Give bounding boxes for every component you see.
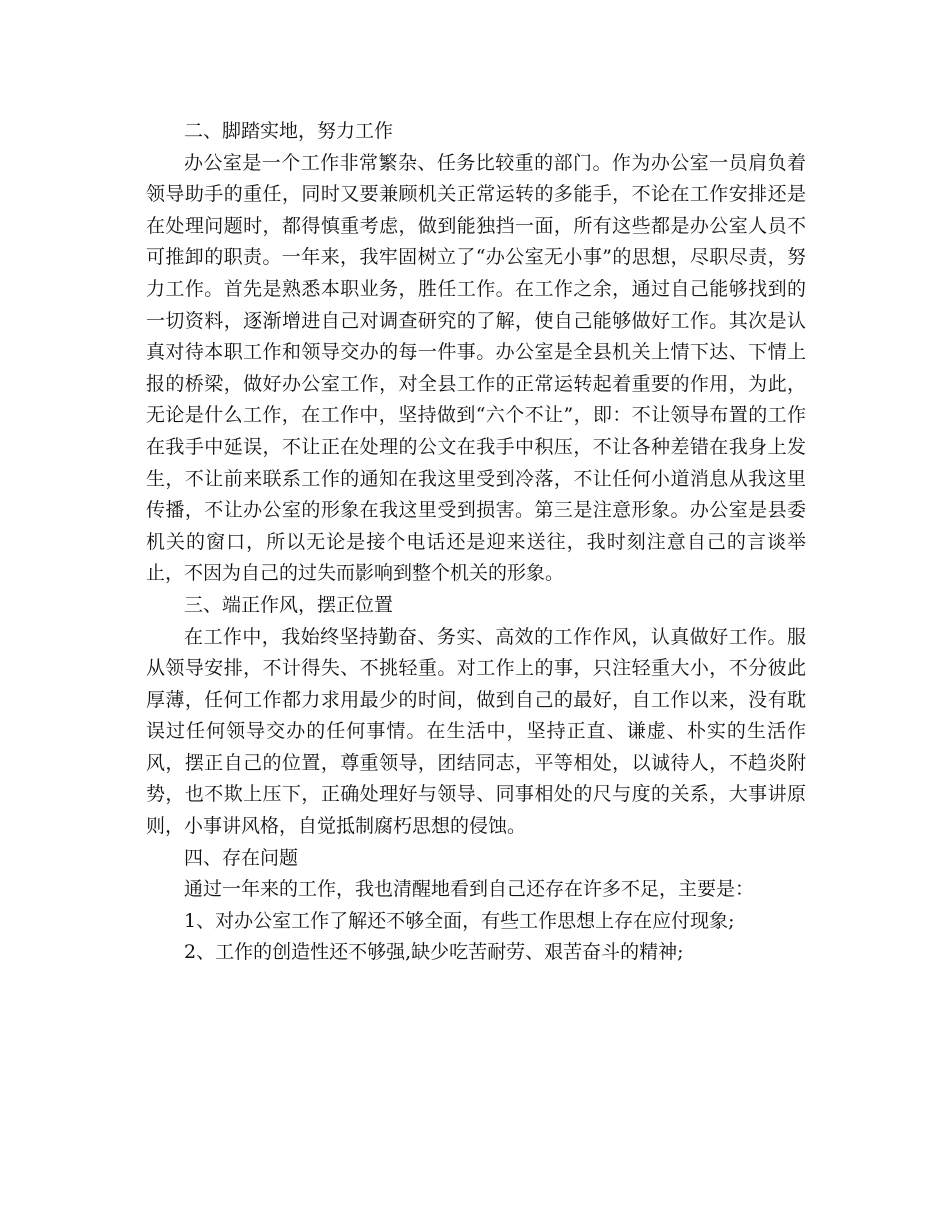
paragraph-work-duties: 办公室是一个工作非常繁杂、任务比较重的部门。作为办公室一员肩负着领导助手的重任，同时又要兼顾机关正常运转的多能手，不论在工作安排还是在处理问题时，都得慎重考虑，做到能独挡一面，所有这些都是办公室人员不可推卸的职责。一年来，我牢固树立了“办公室无小事”的思想，尽职尽责，努力工作。首先是熟悉本职业务，胜任工作。在工作之余，通过自己能够找到的一切资料，逐渐增进自己对调查研究的了解，使自己能够做好工作。其次是认真对待本职工作和领导交办的每一件事。办公室是全县机关上情下达、下情上报的桥梁，做好办公室工作，对全县工作的正常运转起着重要的作用，为此，无论是什么工作，在工作中，坚持做到“六个不让”，即：不让领导布置的工作在我手中延误，不让正在处理的公文在我手中积压，不让各种差错在我身上发生，不让前来联系工作的通知在我这里受到冷落，不让任何小道消息从我这里传播，不让办公室的形象在我这里受到损害。第三是注意形象。办公室是县委机关的窗口，所以无论是接个电话还是迎来送往，我时刻注意自己的言谈举止，不因为自己的过失而影响到整个机关的形象。: [146, 151, 806, 585]
list-item-problem-1: 1、对办公室工作了解还不够全面，有些工作思想上存在应付现象;: [184, 909, 735, 932]
section-heading-3: 三、端正作风，摆正位置: [184, 593, 394, 616]
paragraph-work-style: 在工作中，我始终坚持勤奋、务实、高效的工作作风，认真做好工作。服从领导安排，不计得失、不挑轻重。对工作上的事，只注轻重大小，不分彼此厚薄，任何工作都力求用最少的时间，做到自己的最好，自工作以来，没有耽误过任何领导交办的任何事情。在生活中，坚持正直、谦虚、朴实的生活作风，摆正自己的位置，尊重领导，团结同志，平等相处，以诚待人，不趋炎附势，也不欺上压下，正确处理好与领导、同事相处的尺与度的关系，大事讲原则，小事讲风格，自觉抵制腐朽思想的侵蚀。: [146, 625, 806, 838]
document-body: [146, 116, 806, 969]
section-heading-4: 四、存在问题: [184, 846, 299, 869]
list-item-problem-2: 2、工作的创造性还不够强,缺少吃苦耐劳、艰苦奋斗的精神;: [184, 941, 684, 964]
section-heading-2: 二、脚踏实地，努力工作: [184, 120, 394, 142]
paragraph-problems-intro: 通过一年来的工作，我也清醒地看到自己还存在许多不足，主要是：: [184, 878, 755, 901]
